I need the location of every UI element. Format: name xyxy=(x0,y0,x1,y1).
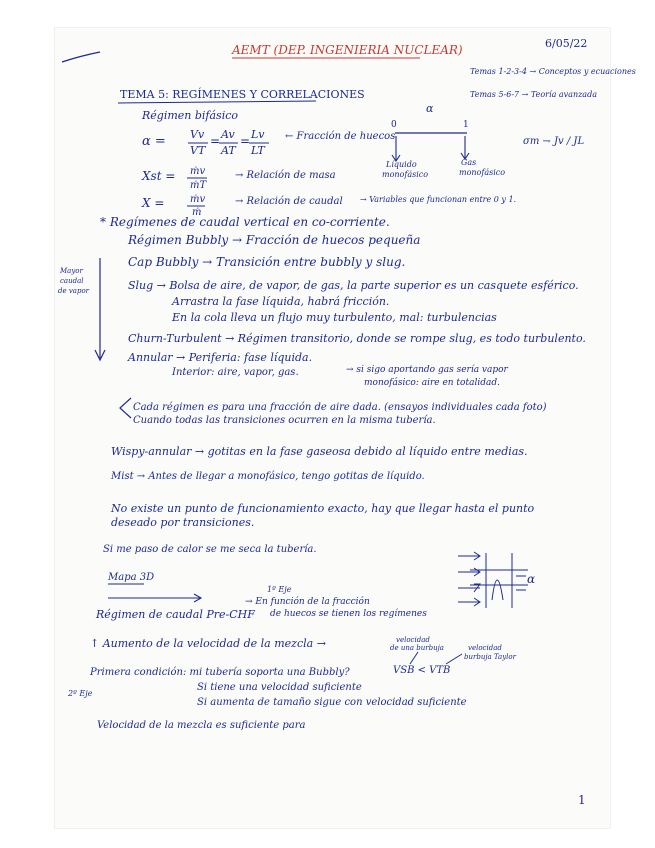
first-axis: 1º Eje xyxy=(267,585,292,594)
notebook-title: AEMT (DEP. INGENIERIA NUCLEAR) xyxy=(232,43,463,57)
mist-line: Mist → Antes de llegar a monofásico, tengo gotitas de líquido. xyxy=(111,471,425,482)
liquid-label-2: monofásico xyxy=(382,170,429,179)
xst-note: → Relación de masa xyxy=(235,170,336,181)
velocity-inequality: VSB < VTB xyxy=(393,665,451,676)
second-axis: 2º Eje xyxy=(68,689,93,698)
side-note-2: caudal xyxy=(60,277,84,285)
alpha-symbol: α xyxy=(426,102,434,115)
annular-line-2: Interior: aire, vapor, gas. xyxy=(172,367,299,378)
side-note-1: Mayor xyxy=(60,267,83,275)
date: 6/05/22 xyxy=(545,37,588,50)
each-regime-2: Cuando todas las transiciones ocurren en la misma tubería. xyxy=(133,415,436,426)
alpha-note: ← Fracción de huecos xyxy=(285,131,396,142)
gas-label-1: Gas xyxy=(461,158,477,167)
x-num: ṁv xyxy=(190,194,206,205)
annular-line-3: → si sigo aportando gas sería vapor xyxy=(346,365,508,375)
no-exact-point-2: deseado por transiciones. xyxy=(111,516,255,529)
f1-den: VT xyxy=(190,144,206,157)
first-condition: Primera condición: mi tubería soporta una Bubbly? xyxy=(90,667,350,678)
f3-num: Lv xyxy=(251,128,265,141)
condition-3: Si aumenta de tamaño sigue con velocidad suficiente xyxy=(197,697,467,708)
taylor-velocity-2: burbuja Taylor xyxy=(464,653,516,661)
annular-line-1: Annular → Periferia: fase líquida. xyxy=(128,351,313,364)
alpha-one: 1 xyxy=(463,120,469,130)
alpha-label: α = xyxy=(142,134,166,149)
fraction-note-1: → En función de la fracción xyxy=(245,597,370,607)
slug-line-2: Arrastra la fase líquida, habrá fricción. xyxy=(172,295,390,308)
x-note: → Relación de caudal xyxy=(235,196,343,207)
range-note: → Variables que funcionan entre 0 y 1. xyxy=(360,195,517,204)
condition-2: Si tiene una velocidad suficiente xyxy=(197,682,362,693)
topic-subtitle: Régimen bifásico xyxy=(142,109,239,122)
regimes-heading: * Regímenes de caudal vertical en co-corriente. xyxy=(100,215,390,229)
each-regime-1: Cada régimen es para una fracción de aire dada. (ensayos individuales cada foto) xyxy=(133,402,547,413)
x-den: ṁ xyxy=(192,207,202,218)
bubble-velocity-2: de una burbuja xyxy=(390,644,444,652)
sigma-note: σm ⇁ Jv / JL xyxy=(523,136,585,147)
map3d-title: Mapa 3D xyxy=(108,572,155,583)
topics-note-2: Temas 5-6-7 → Teoría avanzada xyxy=(470,90,597,99)
topic-title: TEMA 5: REGÍMENES Y CORRELACIONES xyxy=(120,88,365,101)
churn-line: Churn-Turbulent → Régimen transitorio, donde se rompe slug, es todo turbulento. xyxy=(128,332,586,345)
gas-label-2: monofásico xyxy=(459,168,506,177)
fraction-note-2: de huecos se tienen los regímenes xyxy=(270,609,427,619)
topics-note-1: Temas 1-2-3-4 → Conceptos y ecuaciones xyxy=(470,67,636,76)
alpha-zero: 0 xyxy=(391,120,397,130)
bubble-velocity-1: velocidad xyxy=(396,636,430,644)
annular-line-4: monofásico: aire en totalidad. xyxy=(364,378,500,388)
xst-num: ṁv xyxy=(190,166,206,177)
f3-den: LT xyxy=(251,144,265,157)
liquid-label-1: Líquido xyxy=(386,160,417,169)
f2-den: AT xyxy=(221,144,236,157)
f1-num: Vv xyxy=(190,128,205,141)
slug-line-3: En la cola lleva un flujo muy turbulento, mal: turbulencias xyxy=(172,311,497,324)
bubbly-line: Régimen Bubbly → Fracción de huecos pequeña xyxy=(128,233,421,247)
xst-den: ṁT xyxy=(190,180,207,191)
no-exact-point-1: No existe un punto de funcionamiento exacto, hay que llegar hasta el punto xyxy=(111,502,535,515)
side-note-3: de vapor xyxy=(58,287,90,295)
mix-velocity: Velocidad de la mezcla es suficiente para xyxy=(97,720,306,731)
slug-line-1: Slug → Bolsa de aire, de vapor, de gas, la parte superior es un casquete esférico. xyxy=(128,279,579,292)
heat-note: Si me paso de calor se me seca la tubería. xyxy=(103,544,317,555)
cap-bubbly-line: Cap Bubbly → Transición entre bubbly y slug. xyxy=(128,255,406,269)
velocity-increase: ↑ Aumento de la velocidad de la mezcla → xyxy=(90,637,326,650)
f2-num: Av xyxy=(221,128,235,141)
wispy-line: Wispy-annular → gotitas en la fase gaseosa debido al líquido entre medias. xyxy=(111,445,528,458)
pipe-alpha: α xyxy=(527,572,536,586)
pre-chf-label: Régimen de caudal Pre-CHF xyxy=(96,608,255,621)
x-label: X = xyxy=(142,196,165,210)
taylor-velocity-1: velocidad xyxy=(468,644,502,652)
page-number: 1 xyxy=(578,793,586,807)
xst-label: Xst = xyxy=(142,169,176,183)
